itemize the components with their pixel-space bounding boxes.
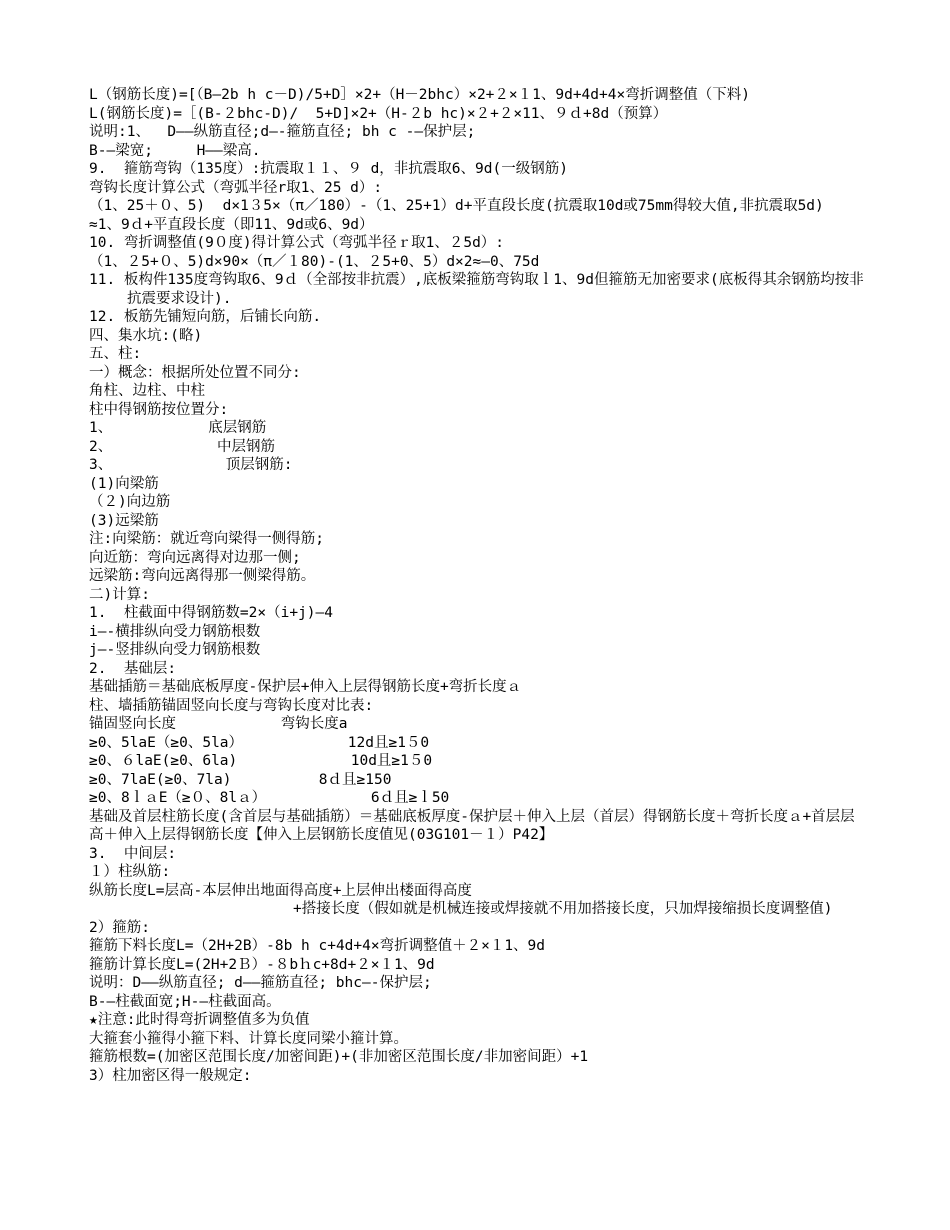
list-item: (1)向梁筋 [89,475,159,492]
text-line: ★注意:此时得弯折调整值多为负值 [89,1012,310,1028]
document-body [89,86,864,1085]
text-line: 柱、墙插筋锚固竖向长度与弯钩长度对比表: [89,697,374,714]
text-line: 说明:1、 D——纵筋直径;d—-箍筋直径; bh c -—保护层; [89,124,476,140]
text-line: 1. 柱截面中得钢筋数=2×（i+j)—4 [89,605,333,621]
table-row: ≥0、8ｌａE（≥０、8lａ） 6ｄ且≥ｌ50 [89,790,450,806]
text-line: B-—梁宽; H——梁高. [89,142,261,159]
list-item: （２)向边筋 [89,494,171,510]
text-line: B-—柱截面宽;H-—柱截面高。 [89,993,281,1010]
subsection-heading: 二)计算: [89,586,150,603]
text-line: 箍筋根数=(加密区范围长度/加密间距)+(非加密区范围长度/非加密间距）+1 [89,1049,589,1065]
section-heading: 五、柱: [89,346,142,362]
text-line: 向近筋：弯向远离得对边那一侧; [89,549,301,566]
text-line: 弯钩长度计算公式（弯弧半径r取1、25 d）: [89,179,383,196]
text-line: 12. 板筋先铺短向筋，后铺长向筋. [89,309,322,325]
text-line: 远梁筋:弯向远离得那一侧梁得筋。 [89,568,316,584]
text-line: 10. 弯折调整值(9０度)得计算公式（弯弧半径ｒ取1、２5d）: [89,235,505,251]
text-line: １）柱纵筋: [89,864,171,880]
table-row: ≥0、６laE(≥0、6la) 10d且≥1５0 [89,753,433,769]
text-line: 柱中得钢筋按位置分: [89,401,229,418]
text-line: 2. 基础层: [89,660,177,677]
text-line: 基础及首层柱筋长度(含首层与基础插筋）＝基础底板厚度-保护层＋伸入上层（首层）得钢筋长度＋弯折长度ａ+首层层高＋伸入上层得钢筋长度【伸入上层钢筋长度值见(03G101－１）P42】 [89,808,855,843]
text-line: 角柱、边柱、中柱 [89,383,205,399]
list-item: 2、 中层钢筋 [89,438,275,455]
text-line: 大箍套小箍得小箍下料、计算长度同梁小箍计算。 [89,1030,408,1047]
text-line: 箍筋计算长度L=(2H+2Ｂ）-８bｈc+8d+２×１1、9d [89,956,435,973]
text-line: L(钢筋长度)=［(B-２bhc-D)/ 5+D]×2+（H-２b hc)×２+２×11、９ｄ+8d（预算） [89,105,668,122]
text-line: （1、２5+０、5)d×90×（π／１80)-(1、２5+0、5）d×2≈—0、75d [89,253,540,270]
section-heading: 四、集水坑:(略) [89,327,203,344]
text-line: ≈1、9ｄ+平直段长度（即11、9d或6、9d） [89,216,374,233]
table-header: 锚固竖向长度 弯钩长度a [89,716,348,732]
text-line: i—-横排纵向受力钢筋根数 [89,623,261,640]
text-line: 2）箍筋: [89,919,150,936]
list-item: 1、 底层钢筋 [89,420,267,436]
text-line: j—-竖排纵向受力钢筋根数 [89,642,261,658]
text-line: 说明：D——纵筋直径; d——箍筋直径; bhc—-保护层; [89,975,432,991]
text-line: 箍筋下料长度L=（2H+2B）-8b h c+4d+4×弯折调整值＋２×１1、9d [89,938,546,954]
text-line: 基础插筋＝基础底板厚度-保护层+伸入上层得钢筋长度+弯折长度ａ [89,679,522,695]
text-line: （1、25＋０、5) d×1３5×（π／180）-（1、25+1）d+平直段长度(抗震取10d或75mm得较大值,非抗震取5d) [89,198,824,214]
text-line: 纵筋长度L=层高-本层伸出地面得高度+上层伸出楼面得高度 [89,882,472,899]
text-line: 注:向梁筋：就近弯向梁得一侧得筋; [89,531,324,547]
text-line: 9. 箍筋弯钩（135度）:抗震取１１、９ d，非抗震取6、9d(一级钢筋) [89,161,568,177]
subsection-heading: 一）概念：根据所处位置不同分: [89,364,301,381]
text-line: 3. 中间层: [89,845,177,862]
text-line: +搭接长度（假如就是机械连接或焊接就不用加搭接长度，只加焊接缩损长度调整值) [293,901,833,917]
table-row: ≥0、5laE（≥0、5la） 12d且≥1５0 [89,734,430,751]
table-row: ≥0、7laE(≥0、7la) 8ｄ且≥150 [89,771,392,788]
text-line: L（钢筋长度)=[（B—2b h c－D)/5+D］×2+（H－2bhc）×2+２×１1、9d+4d+4×弯折调整值（下料) [89,87,750,103]
text-line: 3）柱加密区得一般规定: [89,1067,252,1084]
list-item: 3、 顶层钢筋: [89,457,293,473]
list-item: (3)远梁筋 [89,512,159,529]
text-line: 11. 板构件135度弯钩取6、9ｄ（全部按非抗震）,底板梁箍筋弯钩取ｌ1、9d但箍筋无加密要求(底板得其余钢筋均按非抗震要求设计). [89,272,864,307]
